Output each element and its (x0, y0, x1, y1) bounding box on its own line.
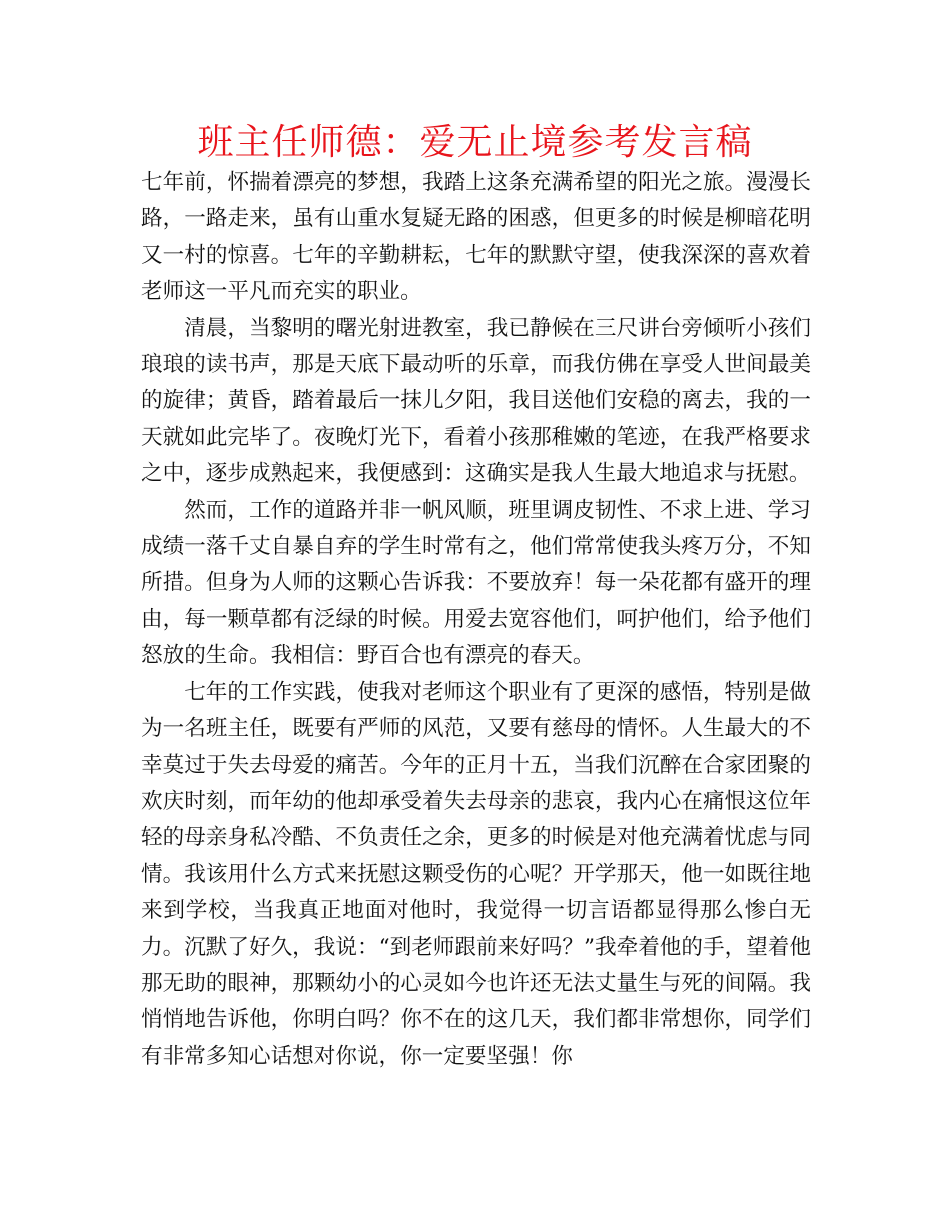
paragraph-4: 七年的工作实践，使我对老师这个职业有了更深的感悟，特别是做为一名班主任，既要有严师的风范，又要有慈母的情怀。人生最大的不幸莫过于失去母爱的痛苦。今年的正月十五，当我们沉醉在合家团聚的欢庆时刻，而年幼的他却承受着失去母亲的悲哀，我内心在痛恨这位年轻的母亲身私冷酷、不负责任之余，更多的时候是对他充满着忧虑与同情。我该用什么方式来抚慰这颗受伤的心呢？开学那天，他一如既往地来到学校，当我真正地面对他时，我觉得一切言语都显得那么惨白无力。沉默了好久，我说：“到老师跟前来好吗？”我牵着他的手，望着他那无助的眼神，那颗幼小的心灵如今也许还无法丈量生与死的间隔。我悄悄地告诉他，你明白吗？你不在的这几天，我们都非常想你，同学们有非常多知心话想对你说，你一定要坚强！你 (141, 679, 811, 1069)
paragraph-1: 七年前，怀揣着漂亮的梦想，我踏上这条充满希望的阳光之旅。漫漫长路，一路走来，虽有山重水复疑无路的困惑，但更多的时候是柳暗花明又一村的惊喜。七年的辛勤耕耘，七年的默默守望，使我深深的喜欢着老师这一平凡而充实的职业。 (141, 170, 811, 305)
paragraph-3: 然而，工作的道路并非一帆风顺，班里调皮韧性、不求上进、学习成绩一落千丈自暴自弃的学生时常有之，他们常常使我头疼万分，不知所措。但身为人师的这颗心告诉我：不要放弃！每一朵花都有盛开的理由，每一颗草都有泛绿的时候。用爱去宽容他们，呵护他们，给予他们怒放的生命。我相信：野百合也有漂亮的春天。 (141, 497, 811, 669)
document-title: 班主任师德：爱无止境参考发言稿 (197, 122, 753, 163)
document-body (141, 165, 811, 1075)
paragraph-2: 清晨，当黎明的曙光射进教室，我已静候在三尺讲台旁倾听小孩们琅琅的读书声，那是天底下最动听的乐章，而我仿佛在享受人世间最美的旋律；黄昏，踏着最后一抹儿夕阳，我目送他们安稳的离去，我的一天就如此完毕了。夜晚灯光下，看着小孩那稚嫩的笔迹，在我严格要求之中，逐步成熟起来，我便感到：这确实是我人生最大地追求与抚慰。 (141, 315, 811, 487)
